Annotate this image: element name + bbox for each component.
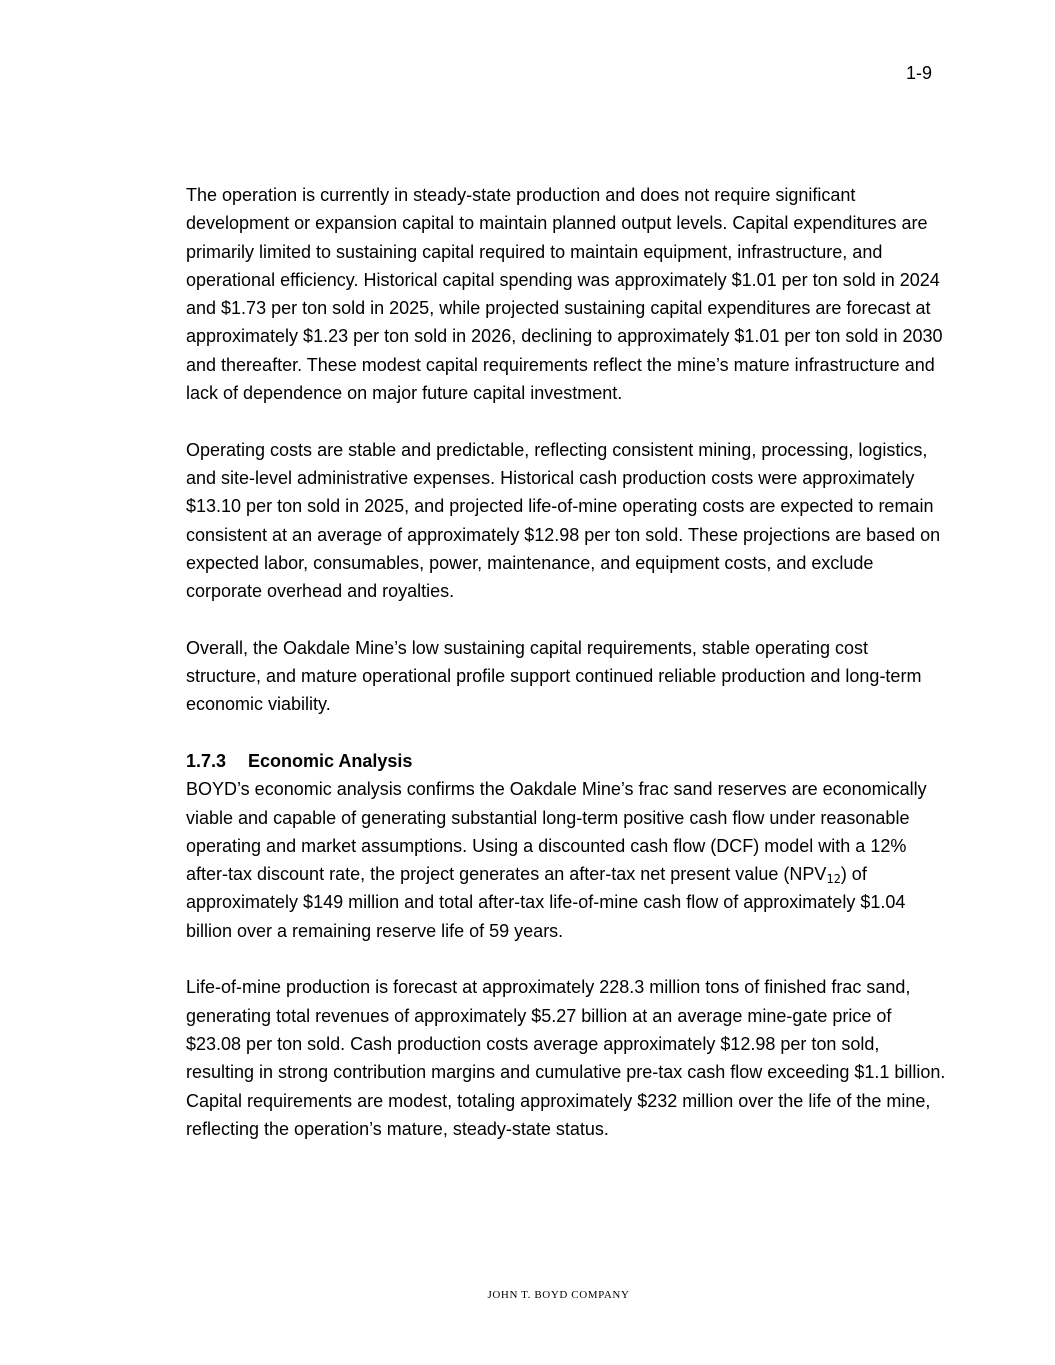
section-title: Economic Analysis xyxy=(248,750,413,771)
npv-text-after: ) of approximately $149 million and total after-tax life-of-mine cash flow of approximately $1.04 billion over a remaining reserve life of 59 years. xyxy=(186,864,906,941)
footer-company-name: JOHN T. BOYD COMPANY xyxy=(487,1289,630,1301)
section-heading xyxy=(186,747,946,775)
paragraph-life-of-mine: Life-of-mine production is forecast at approximately 228.3 million tons of finished frac sand, generating total revenues of approximately $5.27 billion at an average mine-gate price of $23.08 per ton sold. Cash production costs average approximately $12.98 per ton sold, resulting in strong contribution margins and cumulative pre-tax cash flow exceeding $1.1 billion. Capital requirements are modest, totaling approximately $232 million over the life of the mine, reflecting the operation’s mature, steady-state status. xyxy=(186,977,946,1139)
section-number: 1.7.3 xyxy=(186,750,227,771)
paragraph-economic-analysis xyxy=(186,775,946,945)
npv-subscript: 12 xyxy=(826,872,841,887)
paragraph-operating-costs: Operating costs are stable and predictable, reflecting consistent mining, processing, logistics, and site-level administrative expenses. Historical cash production costs were approximately $13.10 per ton sold in 2025, and projected life-of-mine operating costs are expected to remain consistent at an average of approximately $12.98 per ton sold. These projections are based on expected labor, consumables, power, maintenance, and equipment costs, and exclude corporate overhead and royalties. xyxy=(186,439,941,602)
document-body xyxy=(186,181,946,1143)
paragraph-overall-viability: Overall, the Oakdale Mine’s low sustaining capital requirements, stable operating cost structure, and mature operational profile support continued reliable production and long-term economic viability. xyxy=(186,637,922,715)
npv-text-before: BOYD’s economic analysis confirms the Oakdale Mine’s frac sand reserves are economically viable and capable of generating substantial long-term positive cash flow under reasonable operating and market assumptions. Using a discounted cash flow (DCF) model with a 12% after-tax discount rate, the project generates an after-tax net present value (NPV xyxy=(186,779,927,885)
page-number: 1-9 xyxy=(905,63,932,83)
paragraph-capital-expenditures: The operation is currently in steady-state production and does not require significant development or expansion capital to maintain planned output levels. Capital expenditures are primarily limited to sustaining capital required to maintain equipment, infrastructure, and operational efficiency. Historical capital spending was approximately $1.01 per ton sold in 2024 and $1.73 per ton sold in 2025, while projected sustaining capital expenditures are forecast at approximately $1.23 per ton sold in 2026, declining to approximately $1.01 per ton sold in 2030 and thereafter. These modest capital requirements reflect the mine’s mature infrastructure and lack of dependence on major future capital investment. xyxy=(186,185,943,404)
